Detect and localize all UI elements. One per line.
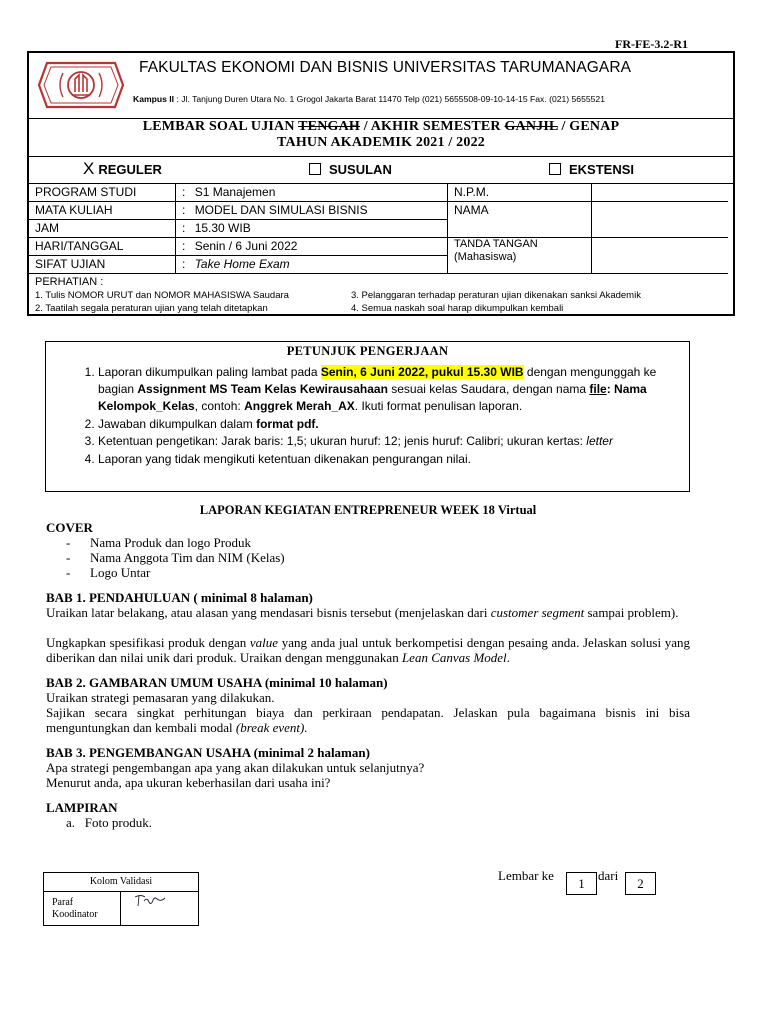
lampiran-heading: LAMPIRAN <box>46 800 118 815</box>
title-akhir: / AKHIR SEMESTER <box>363 119 501 134</box>
program-label: PROGRAM STUDI <box>29 184 176 202</box>
instruction-item: 2. Jawaban dikumpulkan dalam format pdf. <box>98 416 683 433</box>
note-3: 3. Pelanggaran terhadap peraturan ujian dikenakan sanksi Akademik <box>351 290 641 301</box>
ttd-value <box>592 238 729 274</box>
program-value: : S1 Manajemen <box>176 184 448 202</box>
cover-list <box>46 535 690 580</box>
validation-box <box>43 872 199 926</box>
note-1: 1. Tulis NOMOR URUT dan NOMOR MAHASISWA Saudara <box>35 290 289 301</box>
cover-heading: COVER <box>46 520 93 535</box>
address-text: : Jl. Tanjung Duren Utara No. 1 Grogol Jakarta Barat 11470 Telp (021) 5655508-09-10-14-15 Fax. (021) 5655521 <box>176 94 605 104</box>
instruction-item: 1. Laporan dikumpulkan paling lambat pada Senin, 6 Juni 2022, pukul 15.30 WIB dengan mengunggah ke bagian Assignment MS Team Kelas Kewirausahaan sesuai kelas Saudara, dengan nama file: Nama Kelompok_Kelas, contoh: Anggrek Merah_AX. Ikuti format penulisan laporan. <box>98 364 683 415</box>
sheet-total: 2 <box>625 872 656 895</box>
sheet-label: Lembar ke <box>498 868 554 883</box>
bab1-heading: BAB 1. PENDAHULUAN ( minimal 8 halaman) <box>46 590 313 605</box>
bab3-heading: BAB 3. PENGEMBANGAN USAHA (minimal 2 halaman) <box>46 745 370 760</box>
npm-label: N.P.M. <box>448 184 592 202</box>
university-logo-icon <box>35 59 127 111</box>
list-item: - Nama Anggota Tim dan NIM (Kelas) <box>66 550 690 565</box>
form-code: FR-FE-3.2-R1 <box>615 37 688 51</box>
lampiran-item: a. Foto produk. <box>66 815 152 830</box>
list-item: - Nama Produk dan logo Produk <box>66 535 690 550</box>
instruction-item: 3. Ketentuan pengetikan: Jarak baris: 1,5; ukuran huruf: 12; jenis huruf: Calibri; ukuran kertas: letter <box>98 433 683 450</box>
checkbox-icon <box>309 163 321 175</box>
jam-value: : 15.30 WIB <box>176 220 448 238</box>
sheet-counter <box>498 868 644 891</box>
npm-value <box>592 184 729 202</box>
exam-body <box>46 503 690 830</box>
instruction-item: 4. Laporan yang tidak mengikuti ketentuan dikenakan pengurangan nilai. <box>98 451 683 468</box>
jam-label: JAM <box>29 220 176 238</box>
validation-label: Paraf Koodinator <box>52 897 98 920</box>
campus-address <box>133 94 605 104</box>
instructions-list <box>98 364 683 468</box>
bab1-paragraph-2: Ungkapkan spesifikasi produk dengan value yang anda jual untuk berkompetisi dengan pesaing anda. Jelaskan solusi yang diberikan dan nilai unik dari produk. Uraikan dengan menggunakan Lean Canvas Model. <box>46 635 691 665</box>
title-genap: / GENAP <box>561 119 620 134</box>
academic-year: TAHUN AKADEMIK 2021 / 2022 <box>277 135 485 150</box>
instructions-title: PETUNJUK PENGERJAAN <box>286 344 449 358</box>
mk-value: : MODEL DAN SIMULASI BISNIS <box>176 202 448 220</box>
hari-label: HARI/TANGGAL <box>29 238 176 256</box>
type-susulan <box>309 162 392 177</box>
bab3-paragraph-2: Menurut anda, apa ukuran keberhasilan dari usaha ini? <box>46 775 331 790</box>
type-reguler <box>83 159 162 179</box>
list-item: - Logo Untar <box>66 565 690 580</box>
checkbox-icon <box>549 163 561 175</box>
report-title: LAPORAN KEGIATAN ENTREPRENEUR WEEK 18 Virtual <box>199 503 537 517</box>
exam-type-row <box>29 156 733 184</box>
nama-label: NAMA <box>448 202 592 238</box>
type-ekstensi-label: EKSTENSI <box>569 162 635 177</box>
address-label: Kampus II <box>133 94 175 104</box>
ttd-label: TANDA TANGAN (Mahasiswa) <box>448 238 592 274</box>
type-ekstensi <box>549 162 634 177</box>
sheet-of: dari <box>598 868 619 883</box>
bab1-paragraph-1: Uraikan latar belakang, atau alasan yang mendasari bisnis tersebut (menjelaskan dari customer segment sampai problem). <box>46 605 679 620</box>
divider <box>120 891 121 925</box>
bab2-heading: BAB 2. GAMBARAN UMUM USAHA (minimal 10 halaman) <box>46 675 388 690</box>
bab2-paragraph-1: Uraikan strategi pemasaran yang dilakukan. <box>46 690 275 705</box>
title-tengah: TENGAH <box>298 119 361 134</box>
type-reguler-label: REGULER <box>98 162 162 177</box>
checked-mark-icon: X <box>83 159 95 178</box>
title-lembar: LEMBAR SOAL UJIAN <box>142 119 295 134</box>
validation-title: Kolom Validasi <box>44 873 198 892</box>
note-2: 2. Taatilah segala peraturan ujian yang telah ditetapkan <box>35 303 268 314</box>
note-4: 4. Semua naskah soal harap dikumpulkan kembali <box>351 303 564 314</box>
instructions-box <box>45 341 690 492</box>
bab2-paragraph-2: Sajikan secara singkat perhitungan biaya dan perkiraan pendapatan. Jelaskan pula bagaimana bisnis ini bisa menguntungkan dan kembali modal (break event). <box>46 705 690 735</box>
faculty-name: FAKULTAS EKONOMI DAN BISNIS UNIVERSITAS TARUMANAGARA <box>139 59 632 76</box>
sheet-current: 1 <box>566 872 597 895</box>
bab3-paragraph-1: Apa strategi pengembangan apa yang akan dilakukan untuk selanjutnya? <box>46 760 425 775</box>
nama-value <box>592 202 729 238</box>
type-susulan-label: SUSULAN <box>329 162 392 177</box>
exam-title <box>29 119 733 151</box>
signature-icon <box>132 893 168 909</box>
title-ganjil: GANJIL <box>504 119 558 134</box>
institution-banner <box>29 53 733 119</box>
mk-label: MATA KULIAH <box>29 202 176 220</box>
sifat-value: : Take Home Exam <box>176 256 448 274</box>
hari-value: : Senin / 6 Juni 2022 <box>176 238 448 256</box>
exam-info-table <box>29 183 728 274</box>
notes-title: PERHATIAN : <box>35 276 104 288</box>
sifat-label: SIFAT UJIAN <box>29 256 176 274</box>
exam-header <box>27 51 735 316</box>
